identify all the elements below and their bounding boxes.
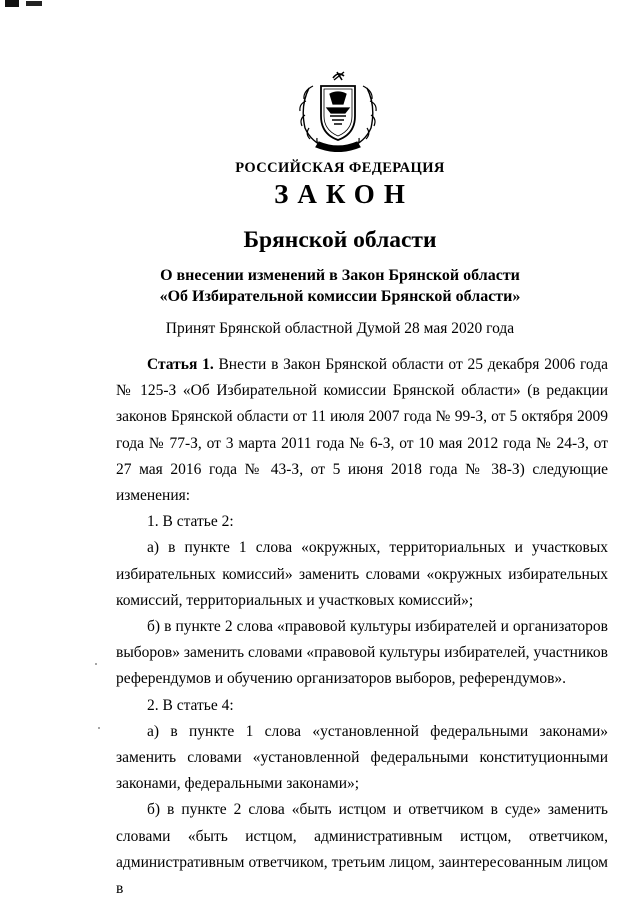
adoption-note: Принят Брянской областной Думой 28 мая 2020 года	[165, 320, 515, 337]
item-paragraph: 1. В статье 2:	[147, 513, 234, 531]
item-paragraph: б) в пункте 2 слова «быть истцом и ответчиком в суде» заменить словами «быть истцом, административным истцом, ответчиком, административным ответчиком, третьим лицом, заинтересованным лицом в	[116, 801, 608, 898]
federation-heading: РОССИЙСКАЯ ФЕДЕРАЦИЯ	[235, 160, 445, 176]
law-subject-line-1: О внесении изменений в Закон Брянской области	[160, 267, 520, 284]
coat-of-arms-emblem	[297, 68, 379, 152]
item-paragraph: б) в пункте 2 слова «правовой культуры избирателей и организаторов выборов» заменить словами «правовой культуры избирателей, участников референдумов и обучению организаторов выборов, референдумов».	[116, 618, 608, 688]
item-paragraph: а) в пункте 1 слова «окружных, территориальных и участковых избирательных комиссий» заменить словами «окружных избирательных комиссий, территориальных и участковых комиссий»;	[116, 539, 608, 609]
law-title: ЗАКОН	[274, 179, 414, 209]
scan-speck	[95, 663, 97, 665]
scan-speck	[98, 727, 100, 729]
region-title: Брянской области	[243, 227, 437, 253]
scan-artifact	[5, 0, 19, 7]
article-1-text: Внести в Закон Брянской области от 25 декабря 2006 года № 125-З «Об Избирательной комиссии Брянской области» (в редакции законов Брянской области от 11 июля 2007 года № 99-З, от 5 октября 2009 года № 77-З, от 3 марта 2011 года № 6-З, от 10 мая 2012 года № 24-З, от 27 мая 2016 года № 43-З, от 5 июня 2018 года № 38-З) следующие изменения:	[116, 356, 608, 505]
item-paragraph: а) в пункте 1 слова «установленной федеральными законами» заменить словами «установленной федеральными конституционными законами, федеральными законами»;	[116, 722, 608, 793]
law-subject-line-2: «Об Избирательной комиссии Брянской области»	[159, 288, 521, 305]
article-1-paragraph	[116, 352, 608, 509]
law-subject	[0, 265, 640, 307]
article-1-label: Статья 1.	[147, 356, 214, 373]
item-paragraph: 2. В статье 4:	[147, 696, 234, 714]
scan-artifact	[26, 1, 42, 6]
law-body	[116, 352, 608, 902]
